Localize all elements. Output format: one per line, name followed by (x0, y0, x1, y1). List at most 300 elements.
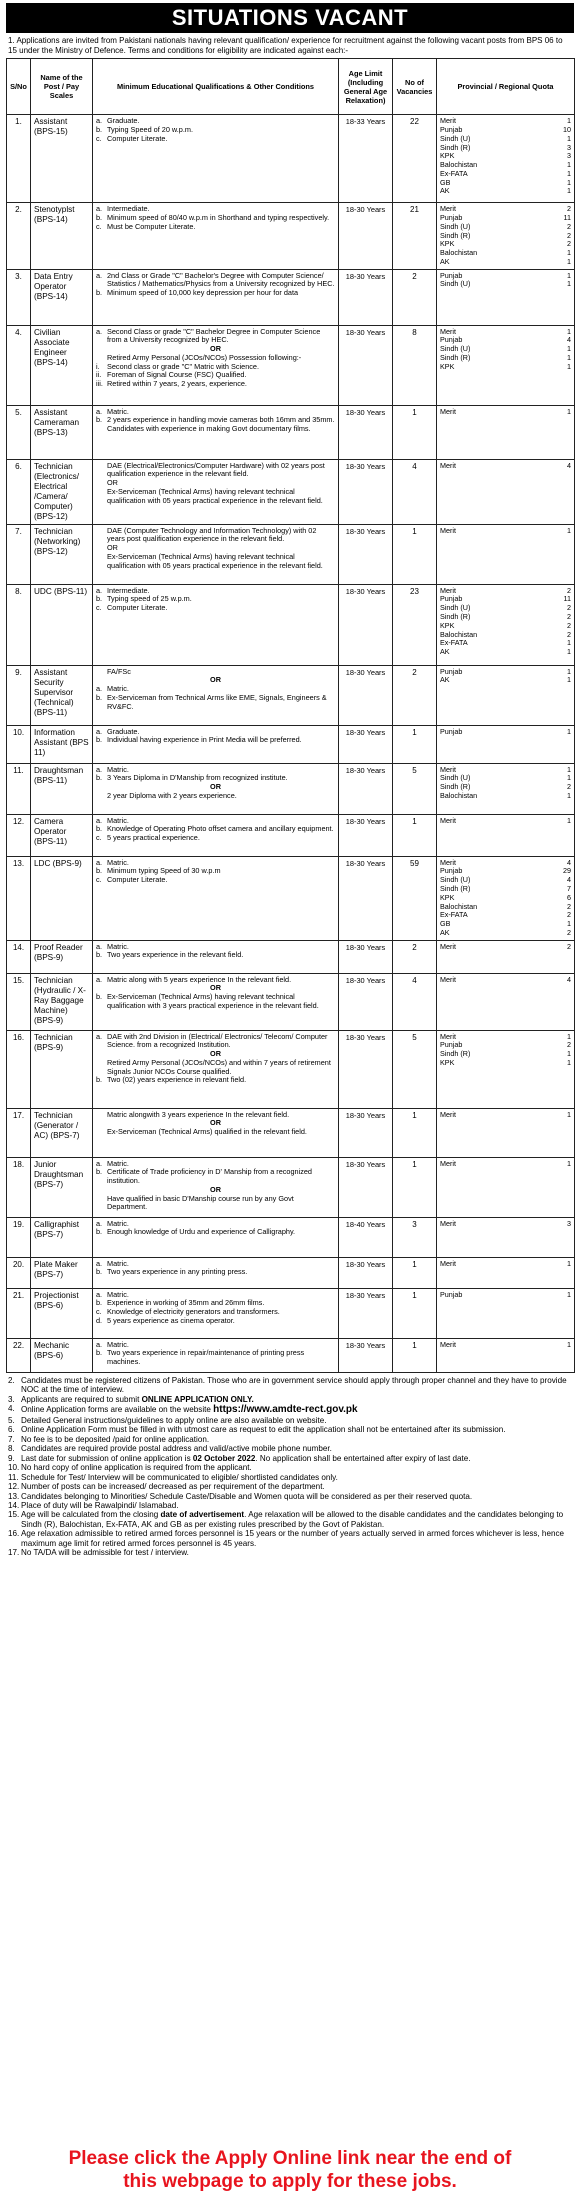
quota-region: Merit (440, 1258, 456, 1268)
condition-marker: a. (96, 1031, 103, 1041)
condition-text: Intermediate. (107, 204, 150, 214)
note-item (8, 1548, 572, 1557)
note-number: 7. (8, 1434, 15, 1444)
job-quota (437, 814, 575, 856)
condition-marker: a. (96, 941, 103, 951)
job-conditions (93, 1157, 339, 1217)
note-text-start: Candidates are required provide postal address and valid/active mobile phone number. (21, 1444, 332, 1454)
job-quota (437, 459, 575, 524)
quota-count: 1 (567, 675, 571, 685)
job-conditions (93, 269, 339, 325)
note-emphasis: ONLINE APPLICATION ONLY. (141, 1394, 254, 1404)
condition-text: DAE (Computer Technology and Information Technology) with 02 years post qualification experience in the relevant field. (107, 525, 317, 544)
quota-row (440, 885, 571, 894)
job-post-name: Plate Maker (BPS-7) (31, 1257, 93, 1288)
quota-region: KPK (440, 361, 455, 371)
condition-marker: a. (96, 1218, 103, 1228)
condition-text: Two years experience in repair/maintenance of printing press machines. (107, 1348, 305, 1367)
condition-text: Matric. (107, 857, 129, 867)
quota-region: Punjab (440, 1040, 463, 1050)
job-vacancies: 4 (393, 973, 437, 1030)
quota-region: Balochistan (440, 160, 478, 170)
condition-marker (96, 527, 107, 545)
quota-count: 1 (567, 1031, 571, 1041)
condition-text: Computer Literate. (107, 875, 168, 885)
note-number: 9. (8, 1453, 15, 1463)
quota-row (440, 363, 571, 372)
quota-row (440, 920, 571, 929)
condition-line (96, 1228, 335, 1237)
condition-marker: i. (96, 361, 100, 371)
condition-text: Two years experience in the relevant field. (107, 950, 244, 960)
note-number: 10. (8, 1463, 20, 1473)
quota-region: Merit (440, 525, 456, 535)
job-quota (437, 1157, 575, 1217)
quota-row (440, 408, 571, 417)
job-post-name: Proof Reader (BPS-9) (31, 940, 93, 973)
job-vacancies: 22 (393, 115, 437, 203)
note-number: 14. (8, 1501, 20, 1510)
table-row (7, 1257, 575, 1288)
note-number: 2. (8, 1375, 15, 1385)
quota-region: Merit (440, 764, 456, 774)
table-row (7, 763, 575, 814)
notes-list (6, 1373, 574, 1558)
condition-marker: c. (96, 833, 102, 843)
quota-count: 4 (567, 335, 571, 345)
condition-marker (96, 462, 107, 480)
quota-count: 6 (567, 892, 571, 902)
condition-line (96, 553, 335, 571)
condition-text: Graduate. (107, 726, 140, 736)
note-text-start: Age relaxation admissible to retired armed forces personnel is 15 years or the number of years actually served in armed forces whichever is less, hence maximum age limit for retired armed forces personnel is 45 years. (21, 1529, 564, 1548)
note-text-end: . Age relaxation will be allowed to the disable candidates and the candidates belonging to Sindh (R), Balochistan, Ex-FATA, AK and GB as per existing rules prescribed by the Govt of Pakistan. (21, 1510, 564, 1529)
condition-text: Matric. (107, 1339, 129, 1349)
table-row (7, 203, 575, 269)
job-age-limit: 18-30 Years (339, 584, 393, 665)
note-text (21, 1463, 572, 1472)
quota-count: 1 (567, 256, 571, 266)
note-text-start: Online Application forms are available on the website (21, 1405, 214, 1415)
job-quota (437, 524, 575, 584)
table-row (7, 725, 575, 763)
quota-region: Merit (440, 585, 456, 595)
quota-count: 2 (567, 603, 571, 613)
quota-row (440, 1050, 571, 1059)
quota-row (440, 1111, 571, 1120)
quota-region: Sindh (R) (440, 142, 471, 152)
quota-count: 1 (567, 361, 571, 371)
quota-region: Punjab (440, 726, 463, 736)
condition-marker: a. (96, 406, 103, 416)
note-item (8, 1492, 572, 1501)
condition-marker: c. (96, 875, 102, 885)
condition-marker: b. (96, 992, 103, 1002)
quota-count: 1 (567, 160, 571, 170)
condition-or: OR (210, 1184, 221, 1194)
quota-count: 1 (567, 406, 571, 416)
quota-count: 1 (567, 326, 571, 336)
quota-region: Merit (440, 941, 456, 951)
condition-marker: c. (96, 603, 102, 613)
condition-line (96, 272, 335, 290)
condition-text: DAE with 2nd Division in (Electrical/ Electronics/ Telecom/ Computer Science. from a recognized Institution. (107, 1031, 328, 1050)
condition-marker: b. (96, 124, 103, 134)
table-row (7, 1288, 575, 1338)
condition-text: Ex-Serviceman (Technical Arms) having relevant technical qualification with 3 years practical experience in the relevant field. (107, 992, 319, 1010)
job-sno: 21. (7, 1288, 31, 1338)
condition-marker: b. (96, 692, 103, 702)
condition-line (96, 380, 335, 389)
condition-text: Retired Army Personal (JCOs/NCOs) and within 7 years of retirement Signals Junior NCOs Course qualified. (107, 1057, 331, 1076)
condition-text: Ex-Serviceman (Technical Arms) qualified in the relevant field. (107, 1127, 307, 1137)
condition-line (96, 1168, 335, 1186)
quota-region: Merit (440, 204, 456, 214)
job-vacancies: 1 (393, 1338, 437, 1372)
note-text (21, 1501, 572, 1510)
job-post-name: Technician (Hydraulic / X-Ray Baggage Machine) (BPS-9) (31, 973, 93, 1030)
note-item (8, 1482, 572, 1491)
note-text-start: Applicants are required to submit (21, 1394, 142, 1404)
note-number: 8. (8, 1444, 15, 1454)
table-row (7, 1338, 575, 1372)
condition-text: Experience in working of 35mm and 26mm films. (107, 1298, 265, 1308)
quota-region: Merit (440, 974, 456, 984)
condition-text: Computer Literate. (107, 603, 168, 613)
quota-count: 7 (567, 884, 571, 893)
condition-or: OR (210, 1049, 221, 1059)
job-post-name: Information Assistant (BPS 11) (31, 725, 93, 763)
note-number: 6. (8, 1425, 15, 1435)
quota-count: 1 (567, 666, 571, 676)
condition-marker (96, 544, 107, 553)
condition-line (96, 1059, 335, 1077)
job-conditions (93, 1217, 339, 1257)
condition-line (96, 792, 335, 801)
note-number: 15. (8, 1510, 20, 1520)
note-text (21, 1510, 572, 1529)
quota-count: 2 (567, 782, 571, 792)
table-row (7, 1030, 575, 1108)
condition-text: 5 years practical experience. (107, 833, 200, 843)
job-conditions (93, 763, 339, 814)
job-vacancies: 1 (393, 1157, 437, 1217)
job-vacancies: 2 (393, 269, 437, 325)
note-text (21, 1492, 572, 1501)
job-post-name: Technician (Generator / AC) (BPS-7) (31, 1108, 93, 1157)
condition-text: Computer Literate. (107, 133, 168, 143)
job-age-limit: 18-30 Years (339, 524, 393, 584)
quota-region: Merit (440, 460, 456, 470)
condition-text: Minimum speed of 10,000 key depression per hour for data (107, 288, 299, 298)
job-vacancies: 3 (393, 1217, 437, 1257)
condition-text: Knowledge of electricity generators and transformers. (107, 1307, 280, 1317)
condition-marker: b. (96, 950, 103, 960)
quota-region: Ex-FATA (440, 638, 468, 648)
note-item (8, 1473, 572, 1482)
quota-count: 11 (563, 594, 571, 604)
condition-text: Have qualified in basic D'Manship course run by any Govt Department. (107, 1193, 294, 1212)
quota-count: 4 (567, 857, 571, 867)
condition-line (96, 1349, 335, 1367)
quota-region: AK (440, 256, 450, 266)
job-post-name: LDC (BPS-9) (31, 856, 93, 940)
condition-text: Minimum speed of 80/40 w.p.m in Shorthand and typing respectively. (107, 212, 330, 222)
condition-line (96, 604, 335, 613)
condition-text: Matric. (107, 1218, 129, 1228)
note-item (8, 1501, 572, 1510)
condition-marker: a. (96, 116, 103, 126)
note-text-start: Schedule for Test/ Interview will be communicated to eligible/ shortlisted candidates only. (21, 1472, 338, 1482)
quota-count: 2 (567, 239, 571, 249)
job-post-name: Mechanic (BPS-6) (31, 1338, 93, 1372)
job-quota (437, 269, 575, 325)
condition-marker: b. (96, 1167, 103, 1177)
note-text (21, 1425, 572, 1434)
job-post-name: Draughtsman (BPS-11) (31, 763, 93, 814)
website-link[interactable]: https://www.amdte-rect.gov.pk (213, 1404, 358, 1416)
quota-count: 1 (567, 647, 571, 657)
job-post-name: Assistant Security Supervisor (Technical) (BPS-11) (31, 665, 93, 725)
apply-online-notice (0, 2147, 580, 2193)
job-sno: 5. (7, 405, 31, 459)
condition-marker (96, 1128, 107, 1137)
job-sno: 7. (7, 524, 31, 584)
quota-count: 3 (567, 1218, 571, 1228)
quota-count: 1 (567, 353, 571, 362)
quota-count: 2 (567, 910, 571, 920)
header-post: Name of the Post / Pay Scales (31, 59, 93, 115)
condition-marker: iii. (96, 379, 103, 389)
condition-line (96, 488, 335, 506)
note-text (21, 1473, 572, 1482)
job-quota (437, 1217, 575, 1257)
condition-text: Ex-Serviceman from Technical Arms like EME, Signals, Engineers & RV&FC. (107, 692, 327, 711)
job-conditions (93, 814, 339, 856)
quota-row (440, 1160, 571, 1169)
quota-region: Punjab (440, 666, 463, 676)
condition-text: DAE (Electrical/Electronics/Computer Hardware) with 02 years post qualification experience in the relevant field. (107, 460, 325, 479)
quota-region: Merit (440, 1031, 456, 1041)
table-row (7, 325, 575, 405)
job-age-limit: 18-30 Years (339, 665, 393, 725)
quota-region: Merit (440, 116, 456, 126)
condition-line (96, 876, 335, 885)
condition-marker: b. (96, 1227, 103, 1237)
quota-row (440, 817, 571, 826)
quota-row (440, 648, 571, 657)
job-age-limit: 18-30 Years (339, 203, 393, 269)
quota-region: KPK (440, 620, 455, 630)
condition-text: Typing Speed of 20 w.p.m. (107, 124, 193, 134)
quota-count: 2 (567, 230, 571, 240)
job-sno: 1. (7, 115, 31, 203)
quota-region: Sindh (U) (440, 133, 471, 143)
header-age: Age Limit (Including General Age Relaxation) (339, 59, 393, 115)
quota-region: Sindh (R) (440, 230, 471, 240)
condition-marker: a. (96, 726, 103, 736)
condition-marker: a. (96, 585, 103, 595)
job-sno: 19. (7, 1217, 31, 1257)
job-sno: 6. (7, 459, 31, 524)
job-sno: 13. (7, 856, 31, 940)
job-age-limit: 18-30 Years (339, 1338, 393, 1372)
condition-marker: a. (96, 270, 103, 280)
condition-marker: a. (96, 1158, 103, 1168)
job-vacancies: 5 (393, 1030, 437, 1108)
condition-text: Foreman of Signal Course (FSC) Qualified. (107, 370, 247, 380)
job-conditions (93, 725, 339, 763)
condition-text: Must be Computer Literate. (107, 221, 196, 231)
table-row (7, 1157, 575, 1217)
quota-region: AK (440, 927, 450, 937)
note-text-start: No TA/DA will be admissible for test / interview. (21, 1548, 189, 1558)
quota-count: 1 (567, 1158, 571, 1168)
condition-text: Certificate of Trade proficiency in D' Manship from a recognized institution. (107, 1167, 312, 1186)
quota-count: 1 (567, 1058, 571, 1068)
condition-text: Matric. (107, 941, 129, 951)
quota-region: Punjab (440, 270, 463, 280)
condition-marker: a. (96, 764, 103, 774)
condition-marker: c. (96, 1307, 102, 1317)
quota-row (440, 668, 571, 677)
note-text-start: Detailed General instructions/guidelines to apply online are also available on website. (21, 1415, 327, 1425)
condition-marker: b. (96, 866, 103, 876)
job-sno: 14. (7, 940, 31, 973)
condition-or: OR (210, 1118, 221, 1128)
table-row (7, 814, 575, 856)
job-sno: 8. (7, 584, 31, 665)
job-vacancies: 4 (393, 459, 437, 524)
job-vacancies: 23 (393, 584, 437, 665)
note-text (21, 1454, 572, 1463)
vacancies-table-body (7, 115, 575, 1373)
header-sno: S/No (7, 59, 31, 115)
note-number: 4. (8, 1404, 15, 1414)
job-post-name: Camera Operator (BPS-11) (31, 814, 93, 856)
condition-marker: a. (96, 204, 103, 214)
quota-count: 1 (567, 525, 571, 535)
job-sno: 15. (7, 973, 31, 1030)
job-sno: 20. (7, 1257, 31, 1288)
note-text (21, 1435, 572, 1444)
job-sno: 3. (7, 269, 31, 325)
job-conditions (93, 584, 339, 665)
job-age-limit: 18-30 Years (339, 1030, 393, 1108)
table-row (7, 115, 575, 203)
quota-row (440, 1059, 571, 1068)
condition-line (96, 527, 335, 545)
quota-count: 1 (567, 791, 571, 800)
condition-marker (96, 792, 107, 801)
condition-marker (96, 1111, 107, 1120)
quota-region: Merit (440, 1218, 456, 1228)
note-text-start: Candidates must be registered citizens of Pakistan. Those who are in government service should apply through proper channel and they have to provide NOC at the time of interview. (21, 1375, 567, 1395)
condition-or: OR (210, 983, 221, 993)
condition-line (96, 416, 335, 434)
note-number: 16. (8, 1529, 20, 1539)
quota-region: Merit (440, 857, 456, 867)
condition-line (96, 135, 335, 144)
condition-line (96, 462, 335, 480)
job-quota (437, 1338, 575, 1372)
note-text-start: No hard copy of online application is required from the applicant. (21, 1463, 252, 1473)
quota-region: Sindh (U) (440, 344, 471, 354)
condition-marker (96, 668, 107, 677)
job-age-limit: 18-40 Years (339, 1217, 393, 1257)
condition-text: Matric alongwith 3 years experience In the relevant field. (107, 1109, 290, 1119)
condition-marker (96, 488, 107, 506)
note-emphasis: 02 October 2022 (192, 1453, 256, 1463)
condition-text: Matric. (107, 1158, 129, 1168)
condition-text: Typing speed of 25 w.p.m. (107, 594, 192, 604)
quota-region: Sindh (R) (440, 1049, 471, 1059)
job-quota (437, 584, 575, 665)
table-row (7, 665, 575, 725)
note-number: 17. (8, 1548, 20, 1558)
quota-row (440, 144, 571, 153)
job-conditions (93, 1338, 339, 1372)
quota-region: Ex-FATA (440, 910, 468, 920)
job-sno: 10. (7, 725, 31, 763)
note-text (21, 1482, 572, 1491)
condition-line (96, 736, 335, 745)
quota-region: GB (440, 177, 451, 187)
quota-count: 2 (567, 204, 571, 214)
vacancies-table (6, 58, 575, 1373)
table-row (7, 973, 575, 1030)
note-number: 5. (8, 1415, 15, 1425)
quota-count: 1 (567, 815, 571, 825)
condition-text: 2nd Class or Grade "C" Bachelor's Degree with Computer Science/ Statistics / Mathematics/Physics from a University recognized by HEC. (107, 270, 335, 289)
quota-row (440, 170, 571, 179)
note-text (21, 1444, 572, 1453)
banner-title: SITUATIONS VACANT (6, 3, 574, 33)
job-sno: 11. (7, 763, 31, 814)
intro-paragraph: 1. Applications are invited from Pakistani nationals having relevant qualification/ experience for recruitment against the following vacant posts from BPS 06 to 15 under the Ministry of Defence. Terms and conditions for eligibility are indicated against each:- (8, 36, 563, 55)
job-vacancies: 21 (393, 203, 437, 269)
condition-or: OR (210, 782, 221, 792)
condition-text: Graduate. (107, 116, 140, 126)
job-sno: 12. (7, 814, 31, 856)
job-age-limit: 18-30 Years (339, 1288, 393, 1338)
quota-count: 1 (567, 344, 571, 354)
condition-text: Matric. (107, 684, 129, 694)
note-text (21, 1416, 572, 1425)
note-item (8, 1435, 572, 1444)
quota-row (440, 527, 571, 536)
quota-row (440, 1220, 571, 1229)
condition-marker: b. (96, 1298, 103, 1308)
job-age-limit: 18-30 Years (339, 269, 393, 325)
table-row (7, 459, 575, 524)
quota-count: 11 (563, 212, 571, 222)
quota-row (440, 354, 571, 363)
note-text-end: . No application shall be entertained after expiry of last date. (255, 1453, 471, 1463)
quota-row (440, 179, 571, 188)
job-conditions (93, 665, 339, 725)
note-text (21, 1395, 572, 1404)
note-text-start: Place of duty will be Rawalpindi/ Islamabad. (21, 1501, 179, 1510)
quota-region: Merit (440, 326, 456, 336)
quota-count: 3 (567, 142, 571, 152)
note-number: 13. (8, 1491, 20, 1501)
job-age-limit: 18-30 Years (339, 725, 393, 763)
condition-line (96, 951, 335, 960)
job-vacancies: 5 (393, 763, 437, 814)
quota-region: Sindh (U) (440, 603, 471, 613)
note-item (8, 1510, 572, 1529)
